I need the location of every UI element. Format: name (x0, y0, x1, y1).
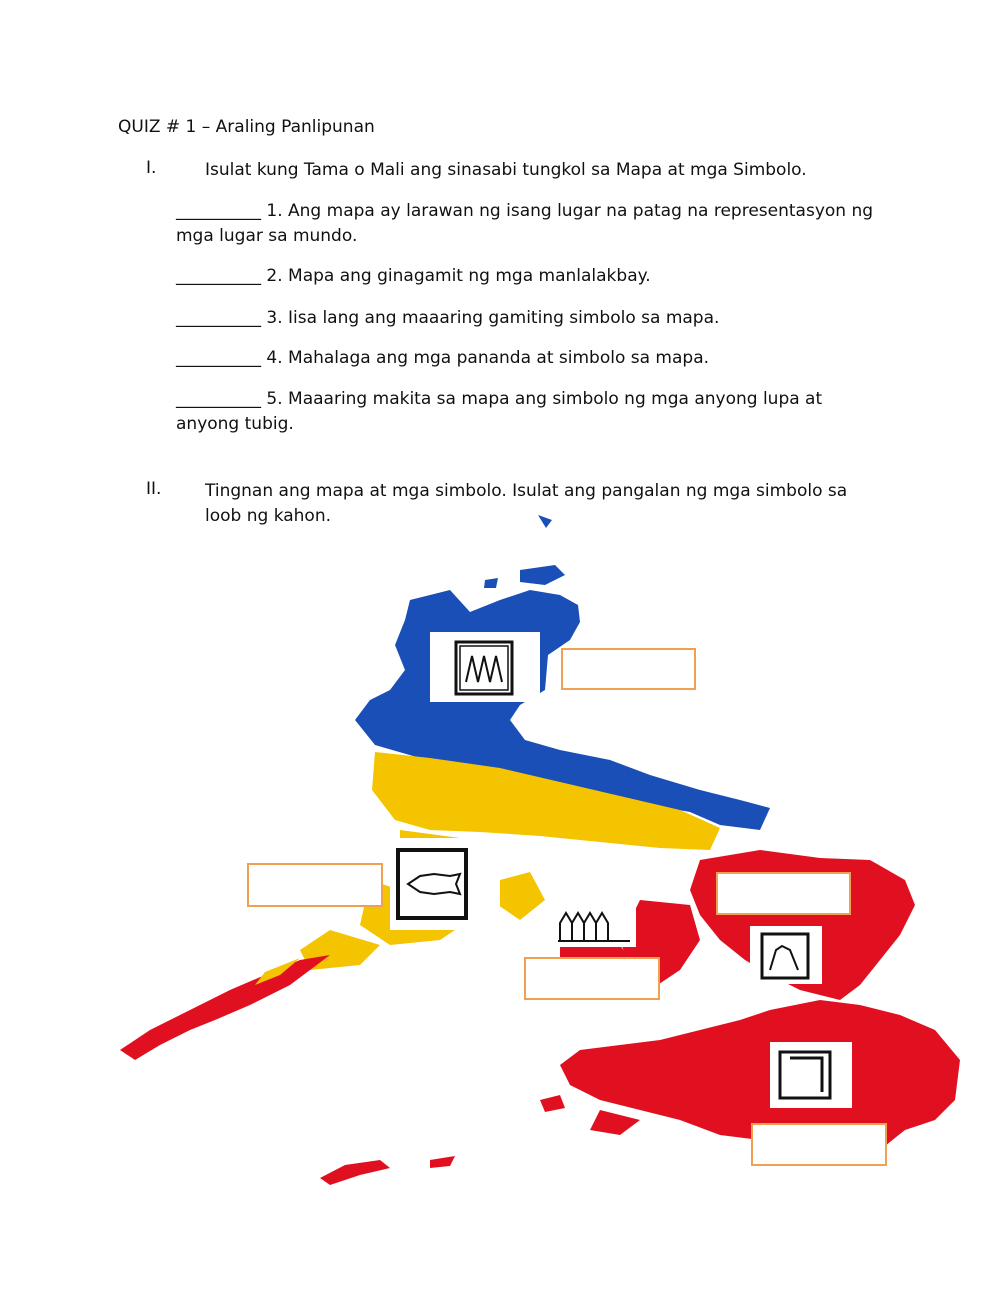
section-2-number: II. (146, 479, 162, 499)
palawan-region (120, 955, 330, 1060)
answer-box-houses[interactable] (524, 957, 660, 1000)
question-text: 2. Mapa ang ginagamit ng mga manlalakbay. (266, 266, 651, 286)
building-icon (770, 1042, 852, 1108)
quiz-title: QUIZ # 1 – Araling Panlipunan (118, 117, 375, 137)
answer-blank[interactable]: __________ (176, 348, 261, 368)
fish-icon (390, 838, 500, 930)
question-text: 4. Mahalaga ang mga pananda at simbolo sa mapa. (266, 348, 710, 368)
answer-box-fish[interactable] (247, 863, 383, 907)
mountain-range-icon (430, 632, 540, 702)
answer-blank[interactable]: __________ (176, 201, 261, 221)
answer-blank[interactable]: __________ (176, 308, 261, 328)
answer-box-mountain[interactable] (561, 648, 696, 690)
section-1-number: I. (146, 158, 157, 178)
answer-box-hill[interactable] (716, 872, 851, 915)
answer-blank[interactable]: __________ (176, 389, 261, 409)
houses-icon (552, 905, 636, 947)
answer-blank[interactable]: __________ (176, 266, 261, 286)
question-text: 5. Maaaring makita sa mapa ang simbolo ng mga anyong lupa at anyong tubig. (176, 389, 823, 434)
section-2-instruction: Tingnan ang mapa at mga simbolo. Isulat ang pangalan ng mga simbolo sa loob ng kahon. (205, 481, 848, 526)
question-text: 1. Ang mapa ay larawan ng isang lugar na patag na representasyon ng mga lugar sa mundo. (176, 201, 874, 246)
hill-icon (750, 926, 822, 984)
question-text: 3. Iisa lang ang maaaring gamiting simbolo sa mapa. (266, 308, 720, 328)
section-1-instruction: Isulat kung Tama o Mali ang sinasabi tungkol sa Mapa at mga Simbolo. (205, 160, 807, 180)
answer-box-building[interactable] (751, 1123, 887, 1166)
